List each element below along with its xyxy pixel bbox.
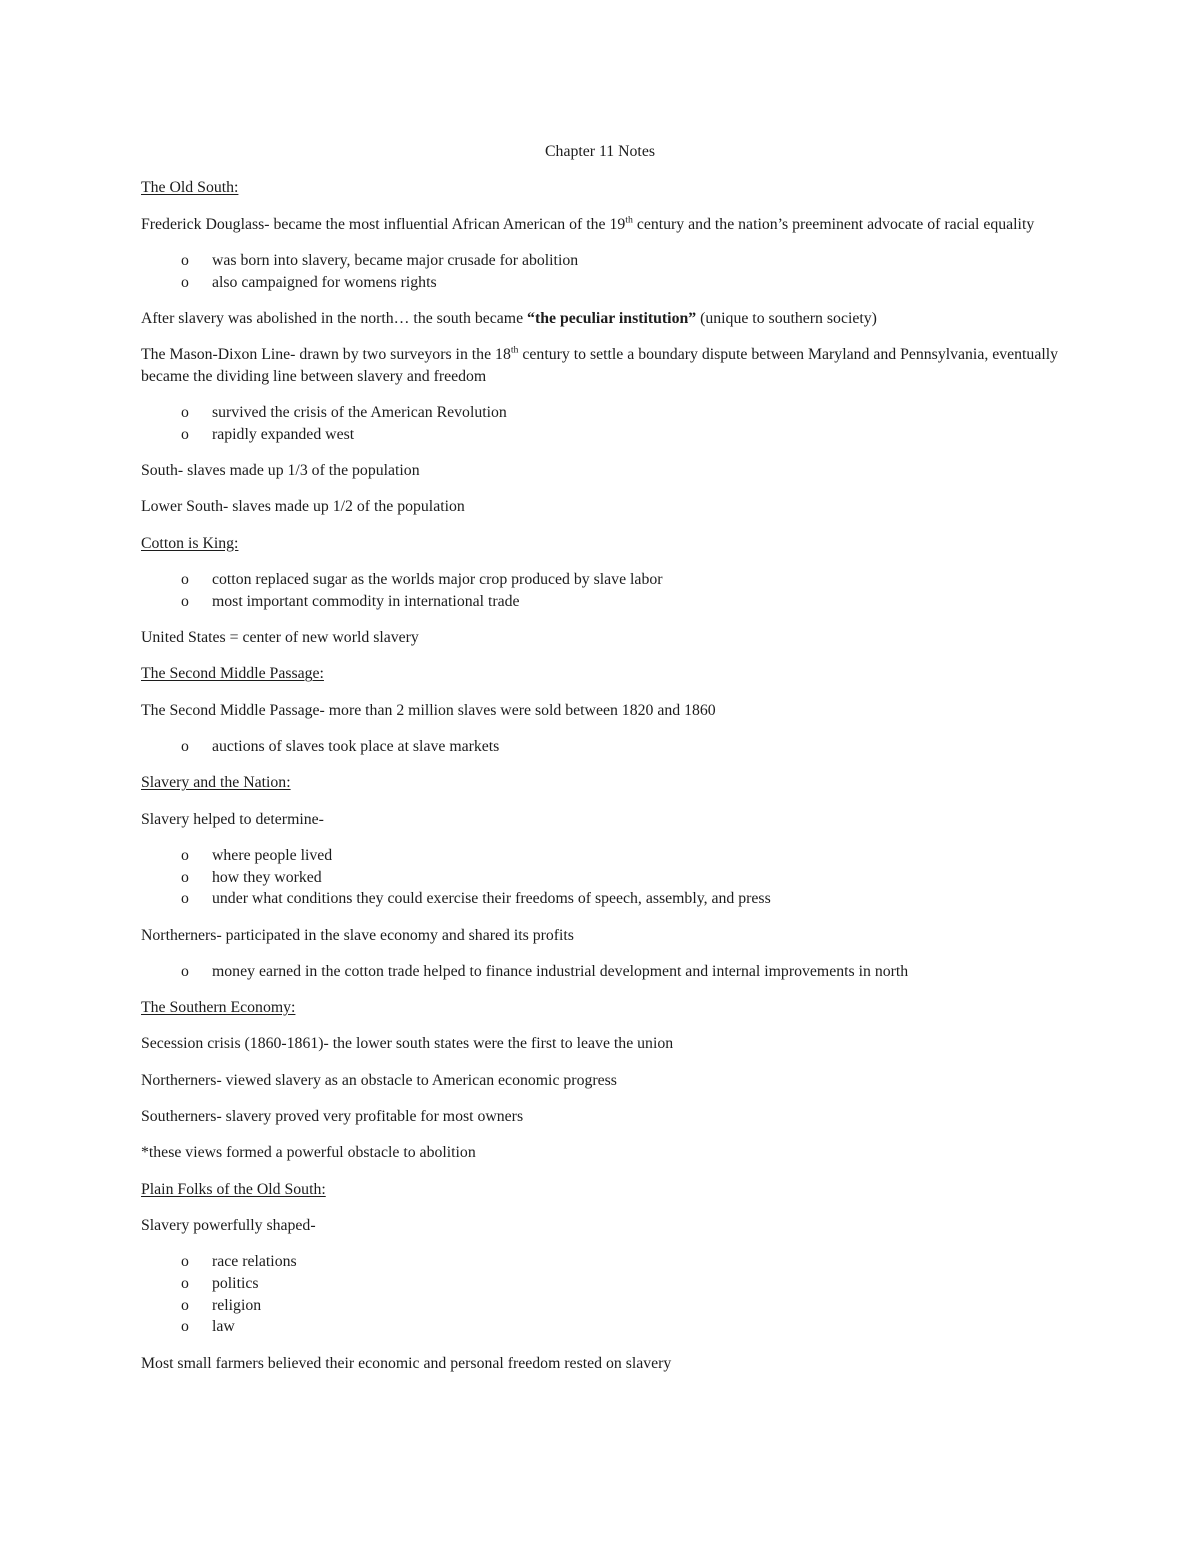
bullet-marker: o (181, 962, 189, 980)
list-item (141, 736, 1059, 758)
bullet-list-douglass (141, 250, 1059, 293)
document-body (141, 141, 1059, 1374)
section-heading-old-south: The Old South: (141, 179, 239, 197)
list-item-text: auctions of slaves took place at slave markets (212, 737, 500, 755)
list-item (141, 272, 1059, 294)
list-item (141, 1273, 1059, 1295)
paragraph-northerners-viewed: Northerners- viewed slavery as an obstacle to American economic progress (141, 1071, 617, 1089)
list-item-text: how they worked (212, 868, 322, 886)
list-item-text: law (212, 1318, 235, 1336)
bullet-list-cotton (141, 569, 1059, 612)
list-item (141, 1295, 1059, 1317)
section-heading-southern-economy: The Southern Economy: (141, 999, 296, 1017)
bullet-marker: o (181, 1318, 189, 1336)
list-item (141, 845, 1059, 867)
list-item (141, 867, 1059, 889)
list-item-text: was born into slavery, became major crusade for abolition (212, 251, 579, 269)
bullet-marker: o (181, 251, 189, 269)
list-item-text: race relations (212, 1253, 297, 1271)
list-item (141, 1251, 1059, 1273)
list-item-text: survived the crisis of the American Revolution (212, 404, 507, 422)
bullet-list-cotton-trade (141, 961, 1059, 983)
bullet-marker: o (181, 425, 189, 443)
list-item (141, 402, 1059, 424)
list-item-text: also campaigned for womens rights (212, 273, 437, 291)
section-heading-plain-folks: Plain Folks of the Old South: (141, 1180, 326, 1198)
paragraph-mason-dixon-line (141, 344, 1059, 387)
list-item (141, 888, 1059, 910)
section-heading-second-middle-passage: The Second Middle Passage: (141, 665, 324, 683)
paragraph-peculiar-institution (141, 308, 1059, 330)
paragraph-text: The Mason-Dixon Line- drawn by two surveyors in the 18 (141, 346, 511, 364)
paragraph-south-population: South- slaves made up 1/3 of the population (141, 462, 420, 480)
bullet-marker: o (181, 404, 189, 422)
bullet-list-auctions (141, 736, 1059, 758)
list-item (141, 569, 1059, 591)
paragraph-slavery-shaped: Slavery powerfully shaped- (141, 1216, 316, 1234)
superscript-ordinal: th (625, 214, 633, 226)
list-item (141, 424, 1059, 446)
list-item-text: under what conditions they could exercise their freedoms of speech, assembly, and press (212, 890, 771, 908)
list-item (141, 961, 1059, 983)
list-item-text: cotton replaced sugar as the worlds major crop produced by slave labor (212, 571, 663, 589)
paragraph-text: (unique to southern society) (696, 309, 877, 327)
paragraph-text: Frederick Douglass- became the most influential African American of the 19 (141, 215, 626, 233)
list-item-text: money earned in the cotton trade helped to finance industrial development and internal improvements in north (212, 962, 909, 980)
bullet-marker: o (181, 890, 189, 908)
list-item (141, 250, 1059, 272)
list-item (141, 591, 1059, 613)
paragraph-northerners-participated: Northerners- participated in the slave economy and shared its profits (141, 926, 574, 944)
list-item-text: most important commodity in international trade (212, 592, 520, 610)
paragraph-secession-crisis: Secession crisis (1860-1861)- the lower south states were the first to leave the union (141, 1035, 674, 1053)
bullet-marker: o (181, 273, 189, 291)
paragraph-southerners-profitable: Southerners- slavery proved very profitable for most owners (141, 1108, 524, 1126)
paragraph-united-states: United States = center of new world slavery (141, 629, 419, 647)
paragraph-text: century and the nation’s preeminent advocate of racial equality (632, 215, 1035, 233)
list-item-text: politics (212, 1274, 259, 1292)
bullet-marker: o (181, 1253, 189, 1271)
paragraph-small-farmers: Most small farmers believed their economic and personal freedom rested on slavery (141, 1354, 672, 1372)
paragraph-text: After slavery was abolished in the north… the south became (141, 309, 528, 327)
list-item-text: religion (212, 1296, 262, 1314)
section-heading-cotton-is-king: Cotton is King: (141, 534, 239, 552)
bullet-list-determine (141, 845, 1059, 910)
paragraph-obstacle-to-abolition: *these views formed a powerful obstacle to abolition (141, 1144, 476, 1162)
bullet-list-shaped (141, 1251, 1059, 1338)
bullet-marker: o (181, 571, 189, 589)
bullet-marker: o (181, 737, 189, 755)
section-heading-slavery-and-the-nation: Slavery and the Nation: (141, 774, 291, 792)
list-item-text: rapidly expanded west (212, 425, 355, 443)
paragraph-lower-south-population: Lower South- slaves made up 1/2 of the population (141, 498, 465, 516)
paragraph-frederick-douglass (141, 214, 1059, 236)
list-item (141, 1316, 1059, 1338)
bold-phrase: “the peculiar institution” (527, 309, 697, 327)
paragraph-second-middle-passage: The Second Middle Passage- more than 2 million slaves were sold between 1820 and 1860 (141, 701, 716, 719)
bullet-marker: o (181, 1274, 189, 1292)
paragraph-slavery-helped-determine: Slavery helped to determine- (141, 810, 324, 828)
superscript-ordinal: th (510, 344, 519, 356)
bullet-marker: o (181, 592, 189, 610)
list-item-text: where people lived (212, 846, 333, 864)
bullet-marker: o (181, 868, 189, 886)
bullet-marker: o (181, 846, 189, 864)
bullet-list-mason-dixon (141, 402, 1059, 445)
document-title: Chapter 11 Notes (545, 143, 655, 160)
bullet-marker: o (181, 1296, 189, 1314)
paragraph-text: century to settle a boundary dispute between Maryland and Pennsylvania, eventually became the dividing line between slavery and freedom (141, 346, 1059, 385)
